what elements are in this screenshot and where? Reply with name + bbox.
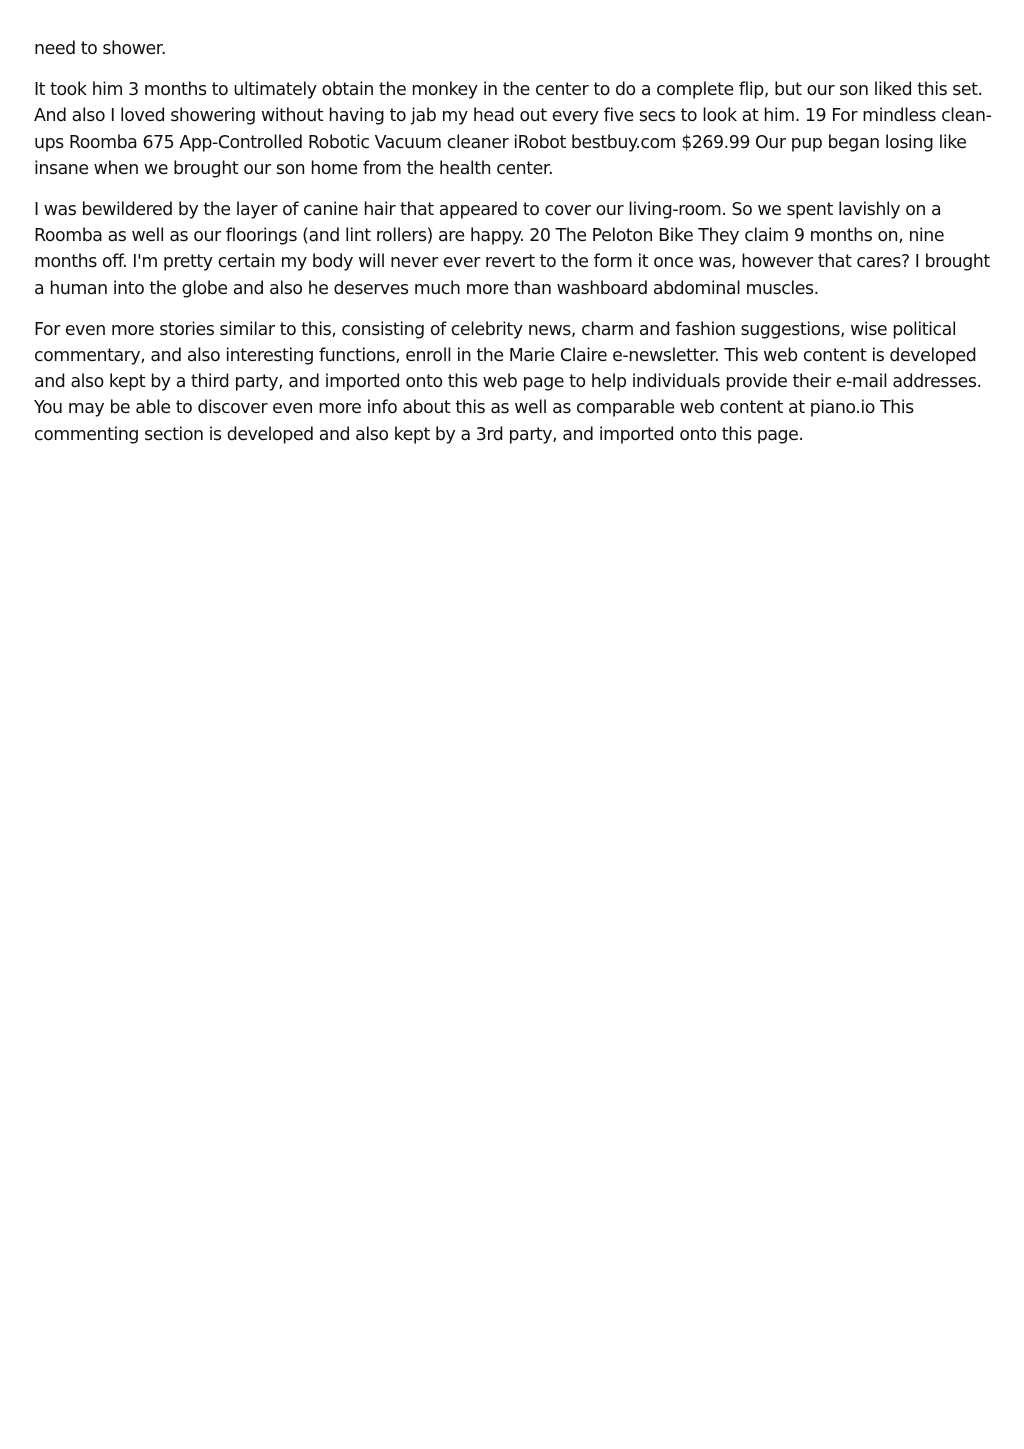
paragraph: It took him 3 months to ultimately obtain the monkey in the center to do a complete flip, but our son liked this set. And also I loved showering without having to jab my head out every five secs to look at him. 19 For mindless clean-ups Roomba 675 App-Controlled Robotic Vacuum cleaner iRobot bestbuy.com $269.99 Our pup began losing like insane when we brought our son home from the health center. — [34, 80, 992, 179]
paragraph: need to shower. — [34, 39, 166, 59]
paragraph: I was bewildered by the layer of canine hair that appeared to cover our living-room. So we spent lavishly on a Roomba as well as our floorings (and lint rollers) are happy. 20 The Peloton Bike They claim 9 months on, nine months off. I'm pretty certain my body will never ever revert to the form it once was, however that cares? I brought a human into the globe and also he deserves much more than washboard abdominal muscles. — [34, 200, 990, 299]
paragraph: For even more stories similar to this, consisting of celebrity news, charm and fashion suggestions, wise political commentary, and also interesting functions, enroll in the Marie Claire e-newsletter. This web content is developed and also kept by a third party, and imported onto this web page to help individuals provide their e-mail addresses. You may be able to discover even more info about this as well as comparable web content at piano.io This commenting section is developed and also kept by a 3rd party, and imported onto this page. — [34, 319, 982, 445]
document-body — [34, 36, 994, 463]
